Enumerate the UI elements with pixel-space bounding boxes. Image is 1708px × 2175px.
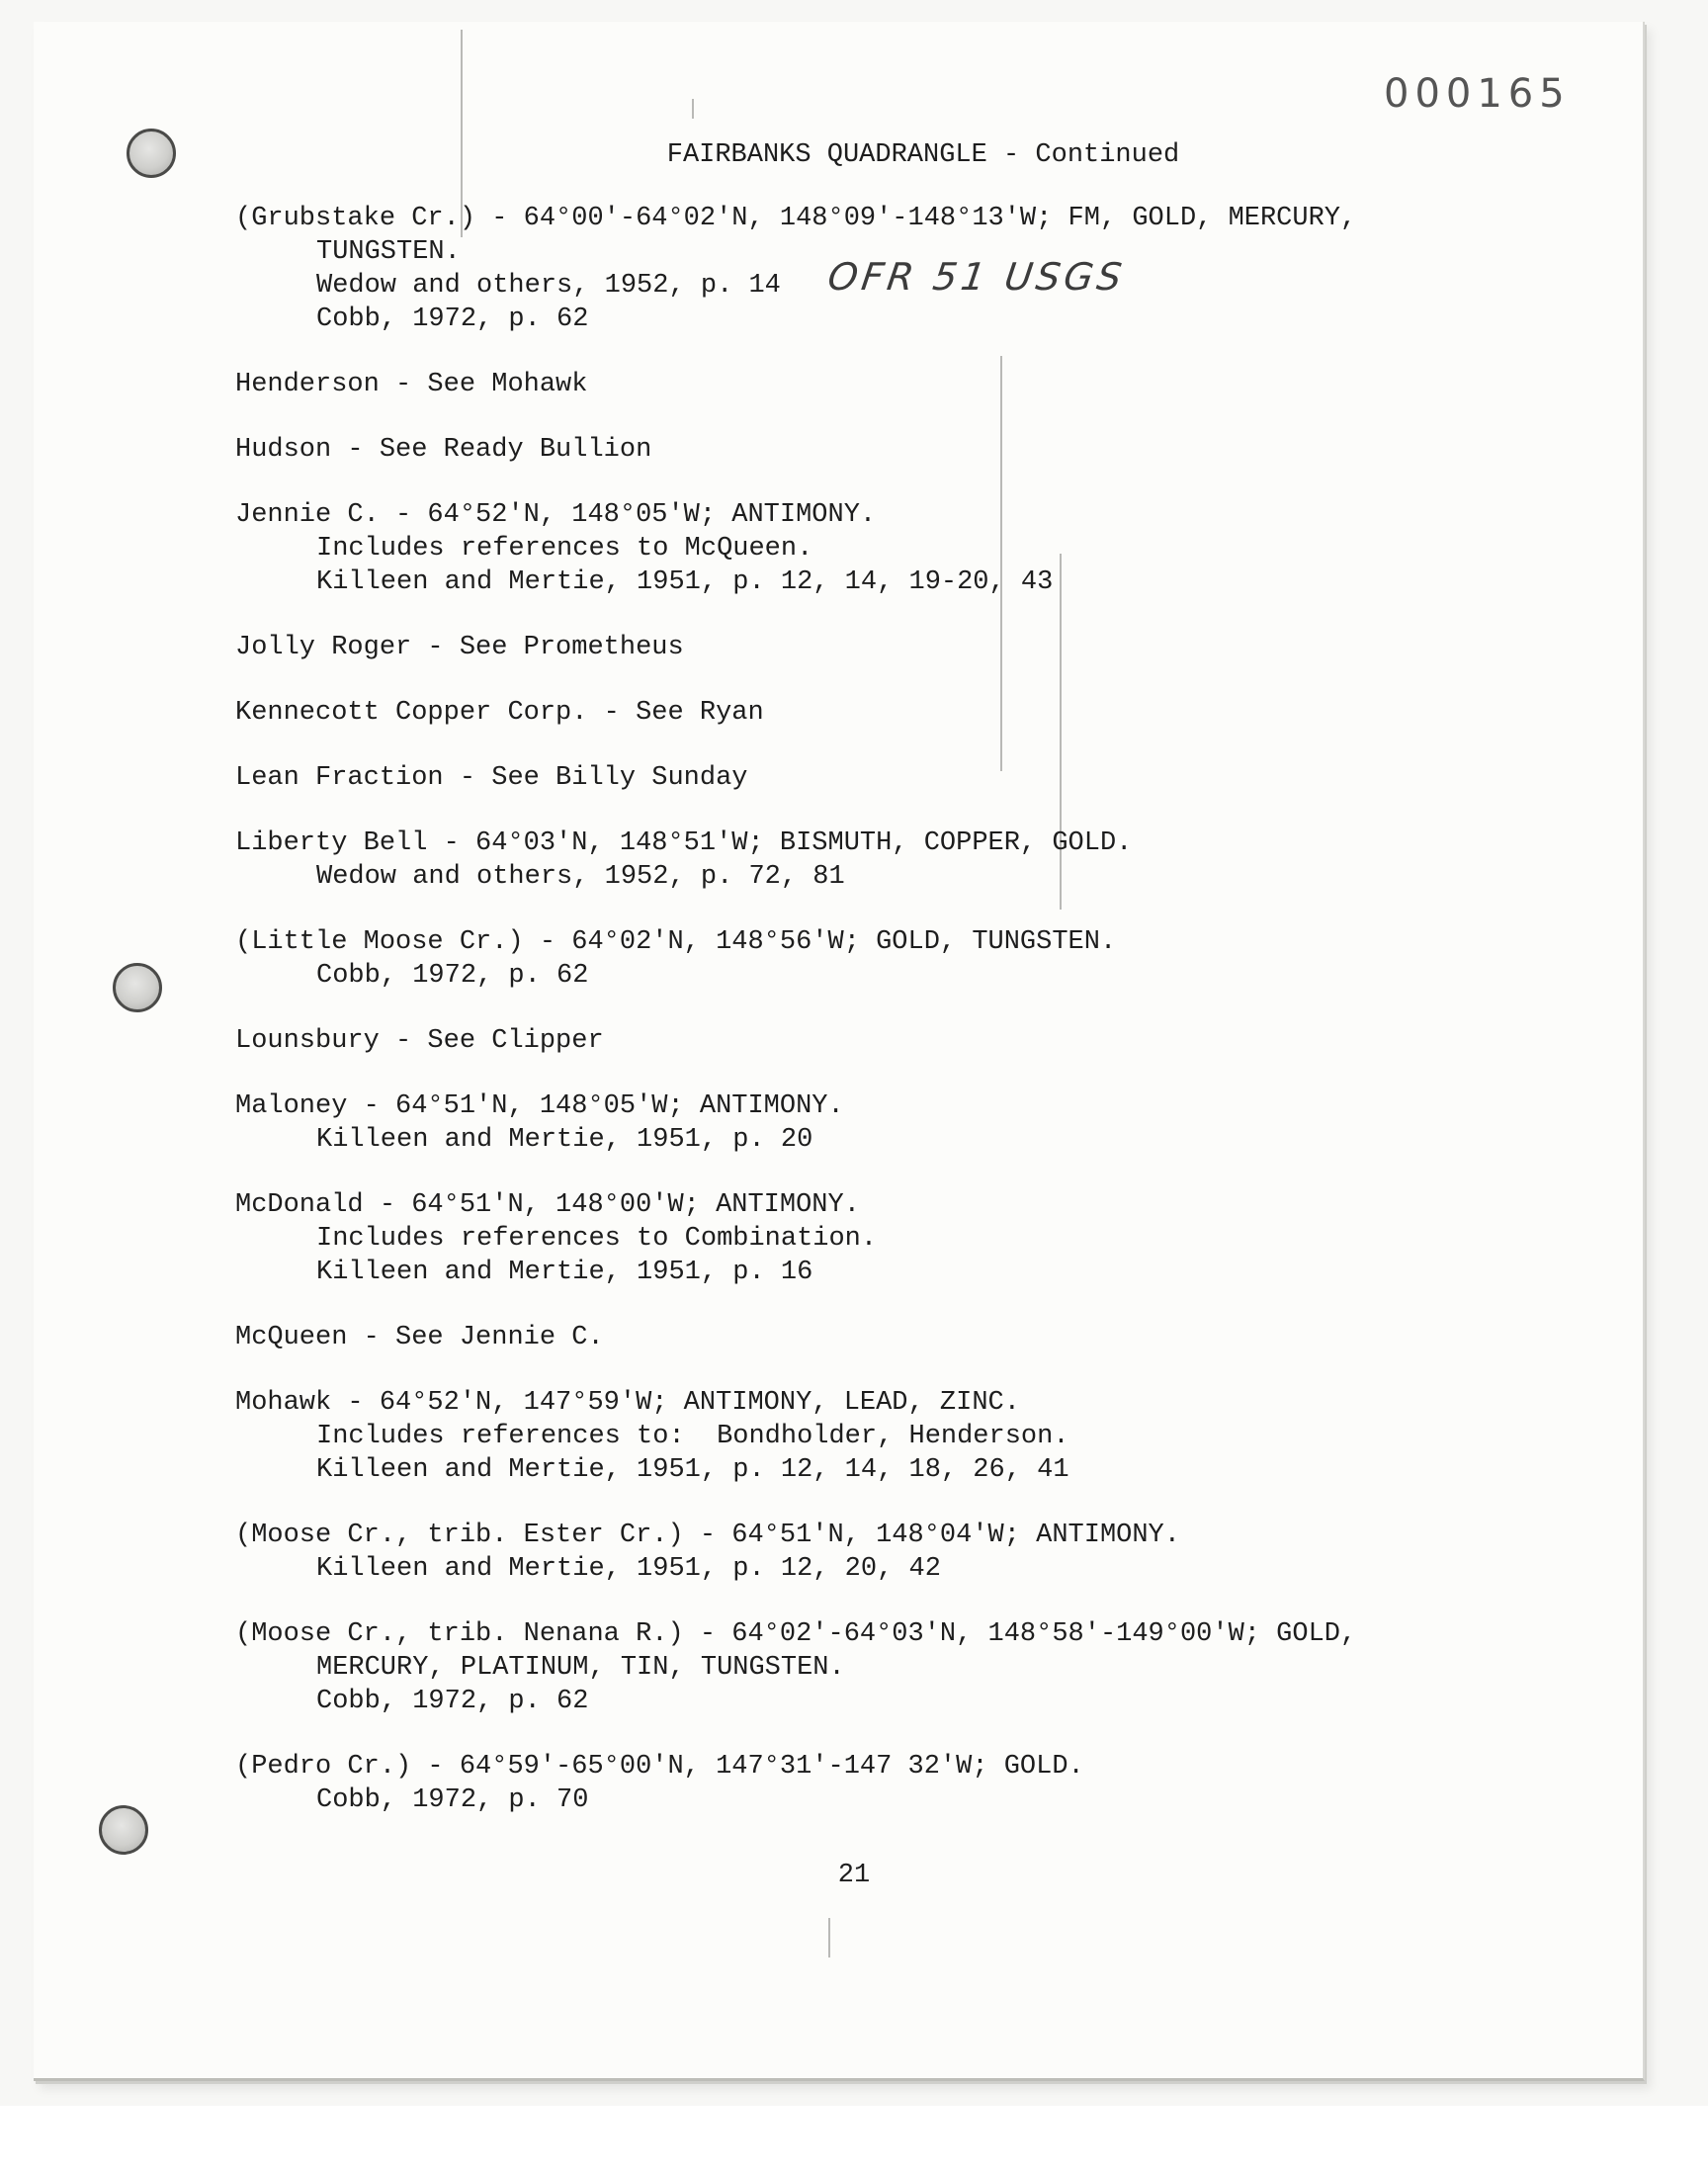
list-item [235,1386,1441,1487]
handwritten-annotation: OFR 51 USGS [824,255,1129,299]
entry-heading: (Little Moose Cr.) - 64°02'N, 148°56'W; GOLD, TUNGSTEN. [235,927,1117,957]
entry-list [235,202,1441,1849]
entry-detail: Includes references to: Bondholder, Henderson. [316,1422,1069,1451]
entry-detail: Killeen and Mertie, 1951, p. 12, 20, 42 [316,1554,941,1584]
list-item [235,925,1441,993]
entry-detail: TUNGSTEN. [316,237,461,267]
entry-detail: Includes references to Combination. [316,1224,878,1254]
list-item [235,498,1441,599]
list-item [235,826,1441,894]
entry-detail: Killeen and Mertie, 1951, p. 20 [316,1125,813,1155]
list-item [235,696,1441,730]
entry-detail: Includes references to McQueen. [316,534,813,564]
entry-detail: Cobb, 1972, p. 62 [316,304,589,334]
page-title: FAIRBANKS QUADRANGLE - Continued [666,140,1180,170]
list-item [235,761,1441,795]
list-item [235,1321,1441,1354]
entry-detail: Killeen and Mertie, 1951, p. 16 [316,1258,813,1287]
entry-heading: Henderson - See Mohawk [235,370,588,399]
list-item [235,202,1441,336]
entry-detail: Killeen and Mertie, 1951, p. 12, 14, 19-20, 43 [316,567,1054,597]
punch-hole-middle [113,963,162,1012]
entry-heading: (Moose Cr., trib. Nenana R.) - 64°02'-64°03'N, 148°58'-149°00'W; GOLD, [235,1619,1357,1649]
entry-heading: Jolly Roger - See Prometheus [235,633,684,662]
entry-heading: Kennecott Copper Corp. - See Ryan [235,698,764,728]
list-item [235,368,1441,401]
page-number: 21 [837,1861,871,1890]
list-item [235,1188,1441,1289]
entry-heading: (Grubstake Cr.) - 64°00'-64°02'N, 148°09'-148°13'W; FM, GOLD, MERCURY, [235,204,1357,233]
entry-heading: (Pedro Cr.) - 64°59'-65°00'N, 147°31'-147 32'W; GOLD. [235,1752,1084,1782]
list-item [235,631,1441,664]
entry-heading: Jennie C. - 64°52'N, 148°05'W; ANTIMONY. [235,500,877,530]
scan-mark [828,1918,830,1958]
punch-hole-bottom [99,1805,148,1855]
entry-detail: Wedow and others, 1952, p. 72, 81 [316,862,845,892]
entry-detail: Cobb, 1972, p. 62 [316,1687,589,1716]
entry-heading: (Moose Cr., trib. Ester Cr.) - 64°51'N, 148°04'W; ANTIMONY. [235,1521,1180,1550]
entry-heading: McDonald - 64°51'N, 148°00'W; ANTIMONY. [235,1190,860,1220]
document-number: 000165 [1384,71,1571,117]
list-item [235,1617,1441,1718]
list-item [235,1750,1441,1817]
entry-heading: Maloney - 64°51'N, 148°05'W; ANTIMONY. [235,1091,844,1121]
entry-detail: Cobb, 1972, p. 70 [316,1785,589,1815]
list-item [235,1024,1441,1058]
list-item [235,1519,1441,1586]
entry-detail: Wedow and others, 1952, p. 14 [316,271,781,301]
list-item [235,1089,1441,1157]
entry-heading: Hudson - See Ready Bullion [235,435,652,465]
entry-detail: Cobb, 1972, p. 62 [316,961,589,991]
entry-heading: McQueen - See Jennie C. [235,1323,604,1352]
entry-detail: MERCURY, PLATINUM, TIN, TUNGSTEN. [316,1653,845,1683]
scan-mark [692,99,694,119]
scan-margin [0,2106,1708,2175]
entry-heading: Lean Fraction - See Billy Sunday [235,763,748,793]
entry-heading: Lounsbury - See Clipper [235,1026,604,1056]
entry-detail: Killeen and Mertie, 1951, p. 12, 14, 18, 26, 41 [316,1455,1069,1485]
list-item [235,433,1441,467]
entry-heading: Liberty Bell - 64°03'N, 148°51'W; BISMUTH, COPPER, GOLD. [235,828,1133,858]
entry-heading: Mohawk - 64°52'N, 147°59'W; ANTIMONY, LEAD, ZINC. [235,1388,1020,1418]
